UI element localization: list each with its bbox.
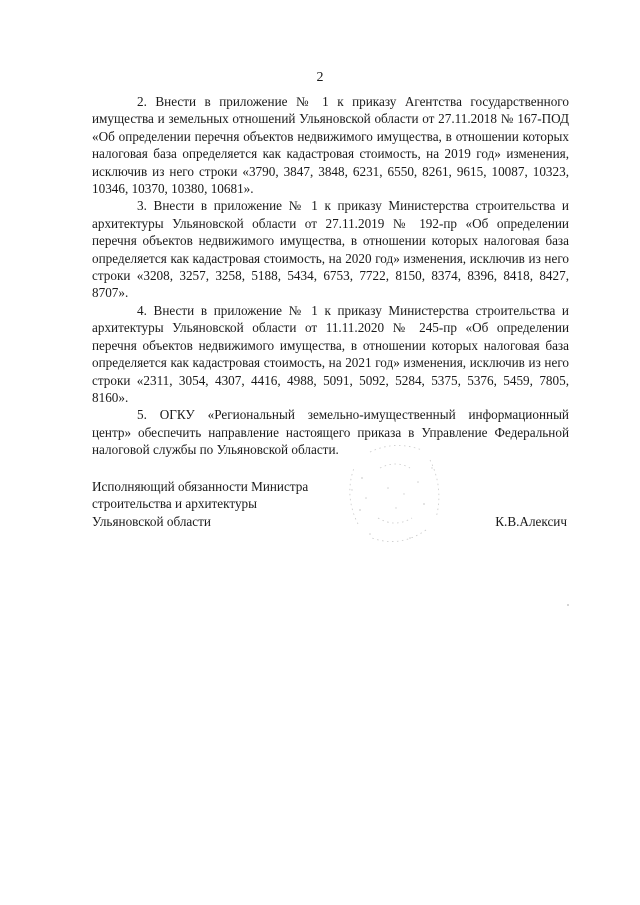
paragraph-item-3: 3. Внести в приложение № 1 к приказу Министерства строительства и архитектуры Ульяновской области от 27.11.2019 № 192-пр «Об определении перечня объектов недвижимого имущества, в отношении которых налоговая база определяется как кадастровая стоимость, на 2020 год» изменения, исключив из него строки «3208, 3257, 3258, 5188, 5434, 6753, 7722, 8150, 8374, 8396, 8418, 8427, 8707». [92, 198, 569, 301]
signer-title-line: Исполняющий обязанности Министра [92, 479, 309, 494]
paragraph-item-5: 5. ОГКУ «Региональный земельно-имущественный информационный центр» обеспечить направление настоящего приказа в Управление Федеральной налоговой службы по Ульяновской области. [92, 407, 569, 458]
page-number: 2 [316, 70, 324, 85]
document-body [92, 93, 569, 459]
signer-title-line: строительства и архитектуры [92, 496, 257, 512]
paragraph-item-4: 4. Внести в приложение № 1 к приказу Министерства строительства и архитектуры Ульяновской области от 11.11.2020 № 245-пр «Об определении перечня объектов недвижимого имущества, в отношении которых налоговая база определяется как кадастровая стоимость, на 2021 год» изменения, исключив из него строки «2311, 3054, 4307, 4416, 4988, 5091, 5092, 5284, 5375, 5376, 5459, 7805, 8160». [92, 302, 569, 405]
signature-block [92, 478, 569, 538]
seal-stamp [340, 438, 450, 553]
scan-artifact-dot [567, 604, 569, 606]
signer-title-line: Ульяновской области [92, 513, 211, 529]
paragraph-item-2: 2. Внести в приложение № 1 к приказу Агентства государственного имущества и земельных отношений Ульяновской области от 27.11.2018 № 167-ПОД «Об определении перечня объектов недвижимого имущества, в отношении которых налоговая база определяется как кадастровая стоимость, на 2019 год» изменения, исключив из него строки «3790, 3847, 3848, 6231, 6550, 8261, 9615, 10087, 10323, 10346, 10370, 10380, 10681». [92, 94, 569, 197]
signer-name: К.В.Алексич [495, 513, 567, 529]
